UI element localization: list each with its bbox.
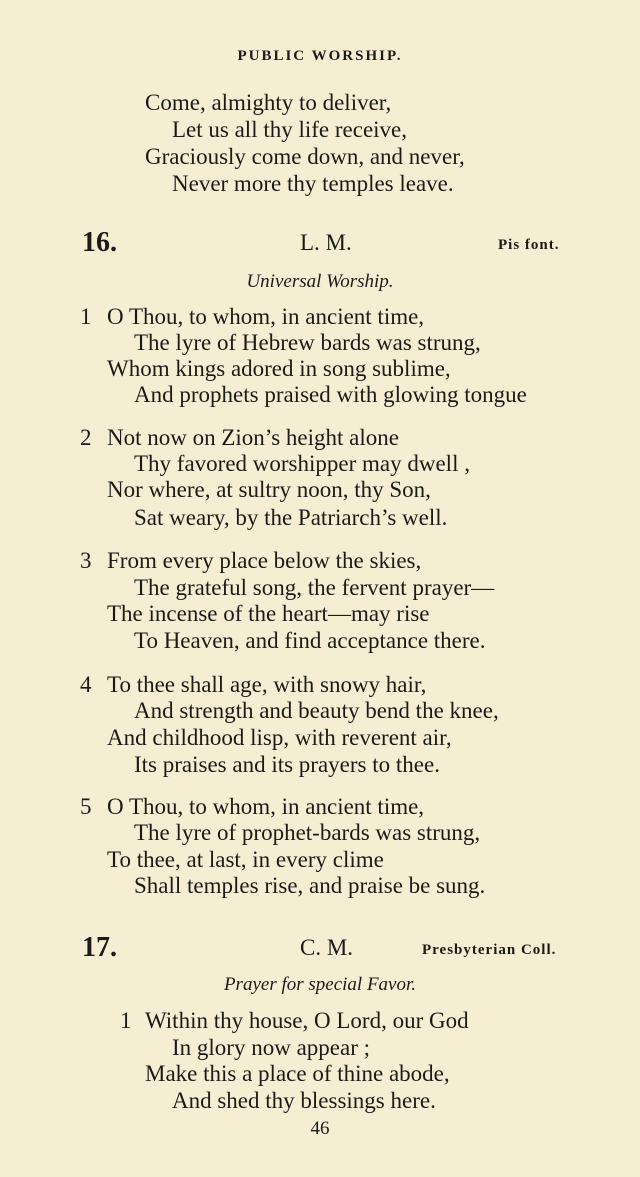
verse-line: Not now on Zion’s height alone: [107, 425, 399, 450]
verse-line: Shall temples rise, and praise be sung.: [134, 873, 486, 898]
verse-line: Come, almighty to deliver,: [145, 90, 392, 115]
verse-line: Its praises and its prayers to thee.: [134, 752, 440, 777]
stanza-number: 2: [80, 425, 92, 450]
hymn-tune: Presbyterian Coll.: [422, 942, 557, 958]
verse-line: Graciously come down, and never,: [145, 144, 465, 169]
hymn-title: Prayer for special Favor.: [223, 974, 417, 995]
verse-line: Make this a place of thine abode,: [145, 1061, 450, 1086]
running-head: PUBLIC WORSHIP.: [237, 48, 403, 64]
verse-line: Within thy house, O Lord, our God: [145, 1008, 469, 1033]
verse-line: And prophets praised with glowing tongue: [134, 382, 527, 407]
page-number: 46: [310, 1118, 330, 1139]
stanza-number: 3: [80, 548, 92, 573]
verse-line: Whom kings adored in song sublime,: [107, 356, 451, 381]
hymn-tune: Pis font.: [498, 237, 560, 253]
stanza-number: 5: [80, 794, 92, 819]
verse-line: The incense of the heart—may rise: [107, 601, 430, 626]
hymn-meter: L. M.: [300, 230, 352, 255]
stanza-number: 4: [80, 672, 92, 697]
hymn-number: 16.: [82, 227, 117, 258]
stanza-number: 1: [80, 304, 92, 329]
verse-line: And shed thy blessings here.: [172, 1088, 436, 1113]
verse-line: The lyre of Hebrew bards was strung,: [134, 330, 481, 355]
verse-line: Let us all thy life receive,: [172, 117, 408, 142]
verse-line: From every place below the skies,: [107, 548, 422, 573]
verse-line: And strength and beauty bend the knee,: [134, 698, 499, 723]
verse-line: The lyre of prophet-bards was strung,: [134, 820, 481, 845]
verse-line: O Thou, to whom, in ancient time,: [107, 304, 425, 329]
verse-line: Never more thy temples leave.: [172, 171, 454, 196]
verse-line: To Heaven, and find acceptance there.: [134, 628, 486, 653]
verse-line: O Thou, to whom, in ancient time,: [107, 794, 425, 819]
verse-line: The grateful song, the fervent prayer—: [134, 575, 495, 600]
verse-line: To thee shall age, with snowy hair,: [107, 672, 427, 697]
verse-line: To thee, at last, in every clime: [107, 847, 384, 872]
verse-line: In glory now appear ;: [172, 1035, 370, 1060]
verse-line: And childhood lisp, with reverent air,: [107, 725, 452, 750]
hymn-number: 17.: [82, 932, 117, 963]
verse-line: Thy favored worshipper may dwell ,: [134, 451, 470, 476]
verse-line: Sat weary, by the Patriarch’s well.: [134, 505, 448, 530]
verse-line: Nor where, at sultry noon, thy Son,: [107, 477, 431, 502]
hymn-title: Universal Worship.: [246, 271, 394, 292]
hymn-meter: C. M.: [300, 935, 354, 960]
stanza-number: 1: [120, 1008, 132, 1033]
